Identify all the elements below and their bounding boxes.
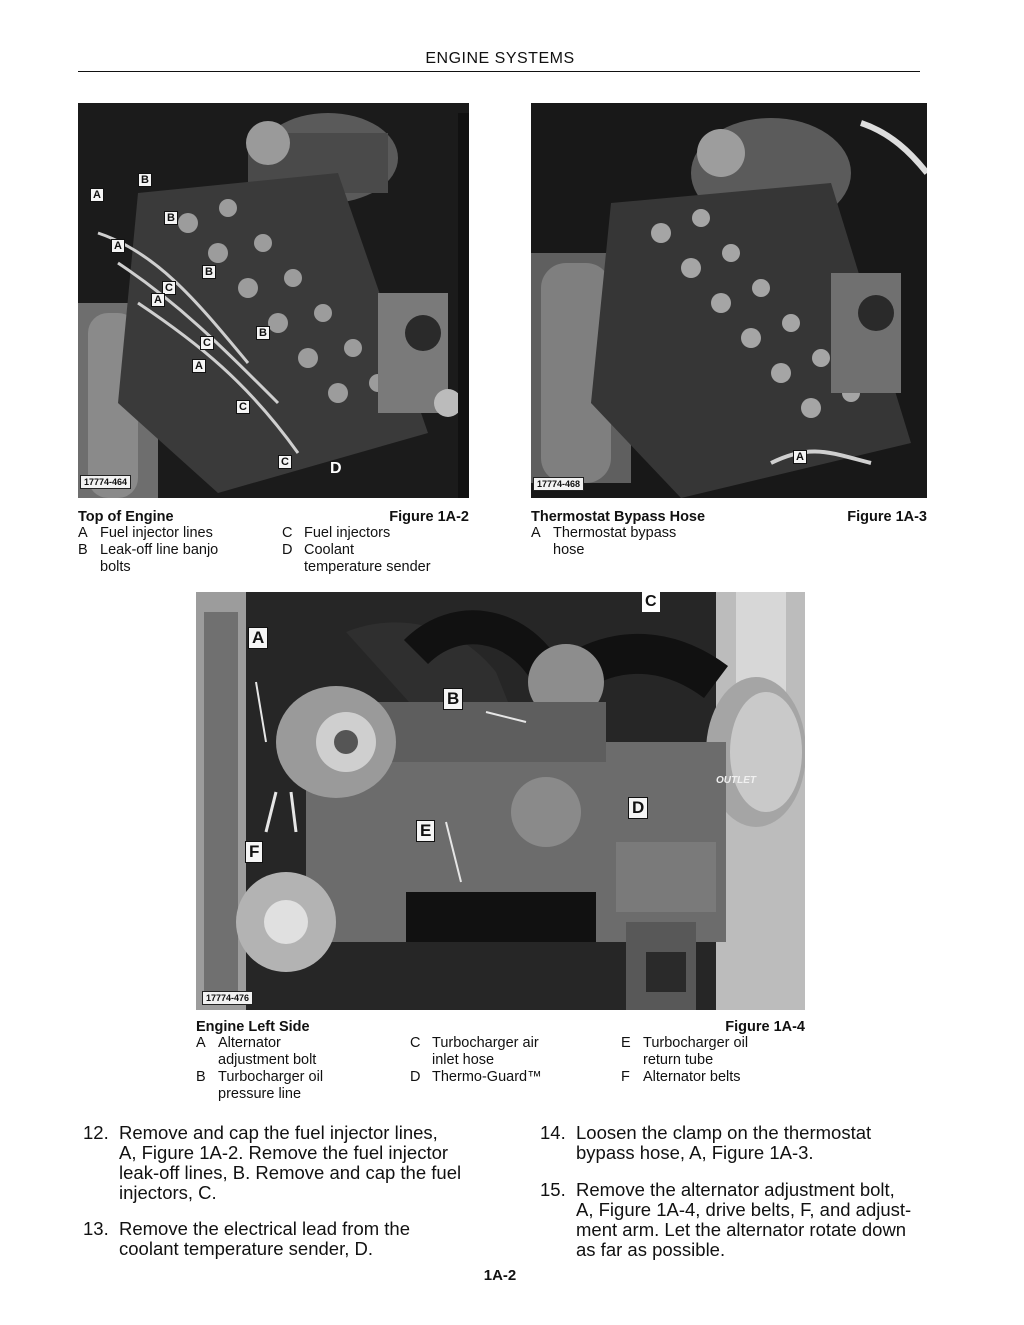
thermostat-bypass-illustration <box>531 103 927 498</box>
procedure-step-13: 13. Remove the electrical lead from the coolant temperature sender, D. <box>83 1218 410 1259</box>
photo-label-b: B <box>164 211 178 225</box>
thermostat-bypass-photo <box>531 103 927 498</box>
legend-item: A Fuel injector lines <box>78 525 213 541</box>
photo-label-b: B <box>138 173 152 187</box>
legend-item: C Turbocharger air inlet hose <box>410 1035 539 1068</box>
legend-item: B Turbocharger oil pressure line <box>196 1069 324 1102</box>
top-of-engine-illustration <box>78 103 469 498</box>
legend-item: B Leak-off line banjo bolts <box>78 542 219 575</box>
photo-label-b: B <box>202 265 216 279</box>
photo-label-c: C <box>236 400 250 414</box>
procedure-step-14: 14. Loosen the clamp on the thermostat bypass hose, A, Figure 1A-3. <box>540 1122 872 1163</box>
legend-item: A Alternator adjustment bolt <box>196 1035 317 1068</box>
page-header-title: ENGINE SYSTEMS <box>425 50 575 67</box>
caption-title: Engine Left Side <box>196 1019 310 1035</box>
procedure-step-12: 12. Remove and cap the fuel injector lines, A, Figure 1A-2. Remove the fuel injector leak-off lines, B. Remove and cap the fuel injectors, C. <box>83 1122 462 1203</box>
legend-item: C Fuel injectors <box>282 525 391 541</box>
photo-label-b: B <box>443 688 463 710</box>
caption-figure-number: Figure 1A-3 <box>847 509 927 525</box>
photo-id-tag: 17774-476 <box>202 991 253 1005</box>
photo-label-c: C <box>162 281 176 295</box>
figure-1a-4-caption <box>196 1019 805 1105</box>
photo-label-c: C <box>278 455 292 469</box>
figure-1a-3-caption <box>531 509 927 569</box>
procedure-step-15: 15. Remove the alternator adjustment bolt, A, Figure 1A-4, drive belts, F, and adjust- ment arm. Let the alternator rotate down as far as possible. <box>540 1179 912 1260</box>
header-rule <box>78 71 920 72</box>
legend-item: D Coolant temperature sender <box>282 542 431 575</box>
caption-figure-number: Figure 1A-2 <box>389 509 469 525</box>
legend-item: F Alternator belts <box>621 1069 741 1085</box>
engine-left-side-illustration <box>196 592 805 1010</box>
photo-label-f: F <box>245 841 263 863</box>
photo-label-a: A <box>248 627 268 649</box>
photo-outlet-text: OUTLET <box>716 775 756 786</box>
photo-label-a: A <box>192 359 206 373</box>
photo-label-c: C <box>200 336 214 350</box>
photo-label-e: E <box>416 820 435 842</box>
photo-label-b: B <box>256 326 270 340</box>
legend-item: E Turbocharger oil return tube <box>621 1035 749 1068</box>
photo-id-tag: 17774-464 <box>80 475 131 489</box>
photo-label-c: C <box>642 592 660 612</box>
photo-label-d: D <box>628 797 648 819</box>
top-of-engine-photo <box>78 103 469 498</box>
photo-label-a: A <box>793 450 807 464</box>
figure-1a-2-caption <box>78 509 469 579</box>
legend-item: D Thermo-Guard™ <box>410 1069 542 1085</box>
photo-label-a: A <box>90 188 104 202</box>
photo-id-tag: 17774-468 <box>533 477 584 491</box>
page-number: 1A-2 <box>483 1267 517 1284</box>
photo-label-d: D <box>330 460 342 477</box>
caption-title: Thermostat Bypass Hose <box>531 509 706 525</box>
caption-figure-number: Figure 1A-4 <box>725 1019 805 1035</box>
legend-item: A Thermostat bypass hose <box>531 525 677 558</box>
caption-title: Top of Engine <box>78 509 174 525</box>
photo-label-a: A <box>111 239 125 253</box>
photo-label-a: A <box>151 293 165 307</box>
engine-left-side-photo <box>196 592 805 1010</box>
